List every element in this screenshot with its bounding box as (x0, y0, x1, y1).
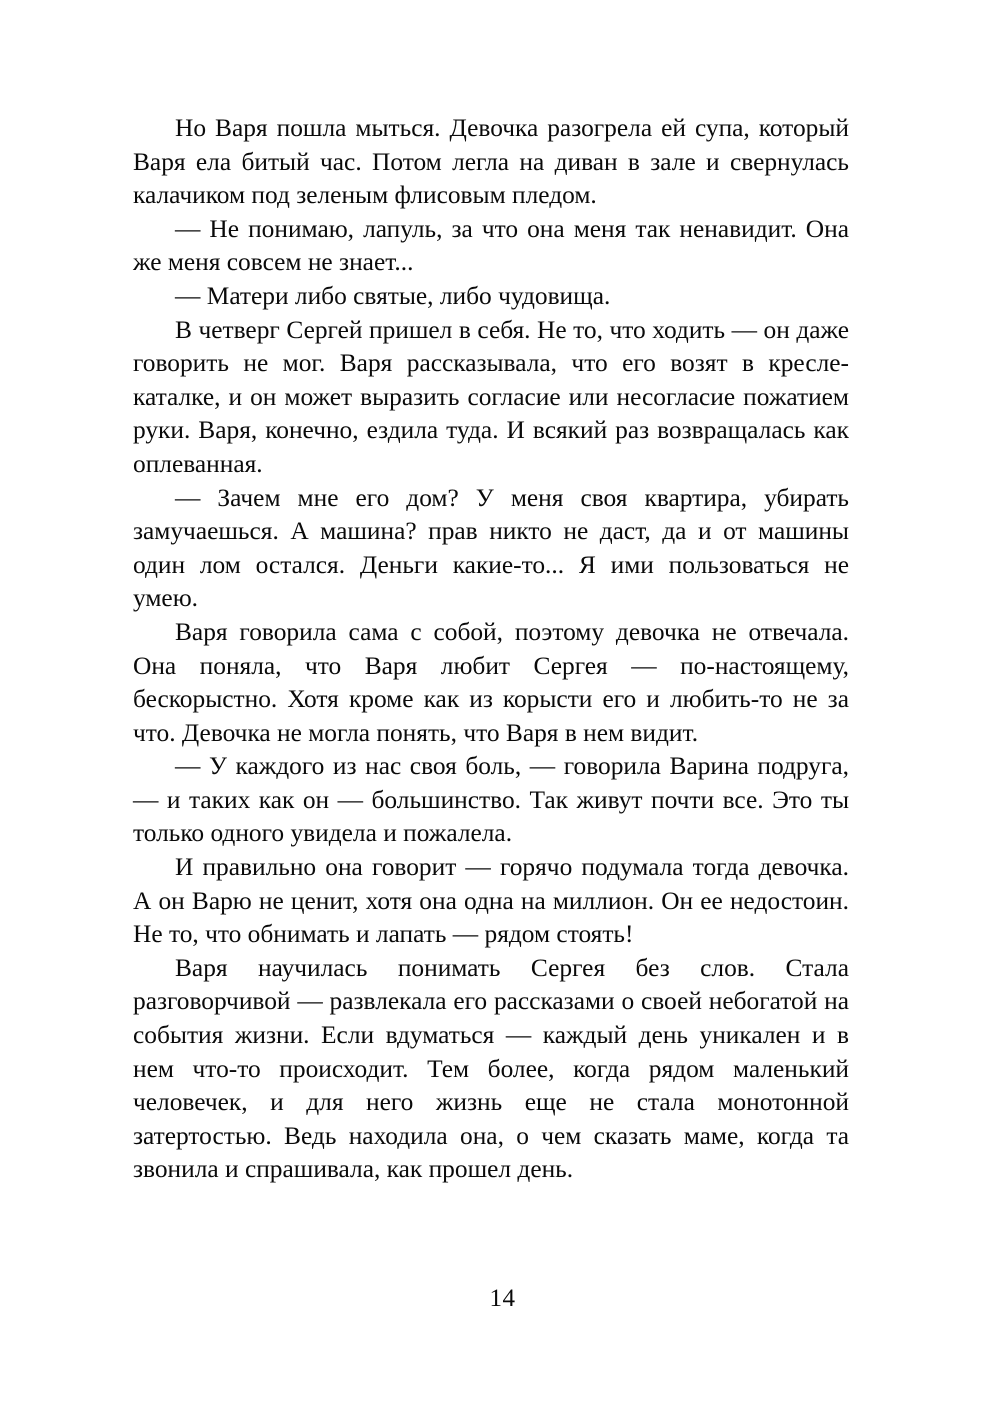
page-text-block (133, 112, 849, 1187)
page-number: 14 (489, 1285, 516, 1312)
paragraph: — Не понимаю, лапуль, за что она меня так ненавидит. Она же меня совсем не знает... (133, 214, 849, 277)
paragraph: — Матери либо святые, либо чудовища. (175, 281, 611, 310)
paragraph: Но Варя пошла мыться. Девочка разогрела ей супа, который Варя ела битый час. Потом легла на диван в зале и свернулась калачиком под зеленым флисовым пледом. (133, 114, 849, 210)
paragraph: Варя говорила сама с собой, поэтому девочка не отвечала. Она поняла, что Варя любит Сергея — по-настоящему, бескорыстно. Хотя кроме как из корысти его и любить-то не за что. Девочка не могла понять, что Варя в нем видит. (133, 617, 849, 747)
paragraph: — Зачем мне его дом? У меня своя квартира, убирать замучаешься. А машина? прав никто не даст, да и от машины один лом остался. Деньги какие-то... Я ими пользоваться не умею. (133, 483, 849, 613)
paragraph: И правильно она говорит — горячо подумала тогда девочка. А он Варю не ценит, хотя она одна на миллион. Он ее недостоин. Не то, что обнимать и лапать — рядом стоять! (133, 853, 849, 949)
paragraph: — У каждого из нас своя боль, — говорила Варина подруга, — и таких как он — большинство. Так живут почти все. Это ты только одного увидела и пожалела. (133, 752, 849, 848)
paragraph: Варя научилась понимать Сергея без слов. Стала разговорчивой — развлекала его рассказами о своей небогатой на события жизни. Если вдуматься — каждый день уникален и в нем что-то происходит. Тем более, когда рядом маленький человечек, и для него жизнь еще не стала монотонной затертостью. Ведь находила она, о чем сказать маме, когда та звонила и спрашивала, как прошел день. (133, 953, 849, 1184)
paragraph: В четверг Сергей пришел в себя. Не то, что ходить — он даже говорить не мог. Варя рассказывала, что его возят в кресле-каталке, и он может выразить согласие или несогласие пожатием руки. Варя, конечно, ездила туда. И всякий раз возвращалась как оплеванная. (133, 315, 849, 478)
